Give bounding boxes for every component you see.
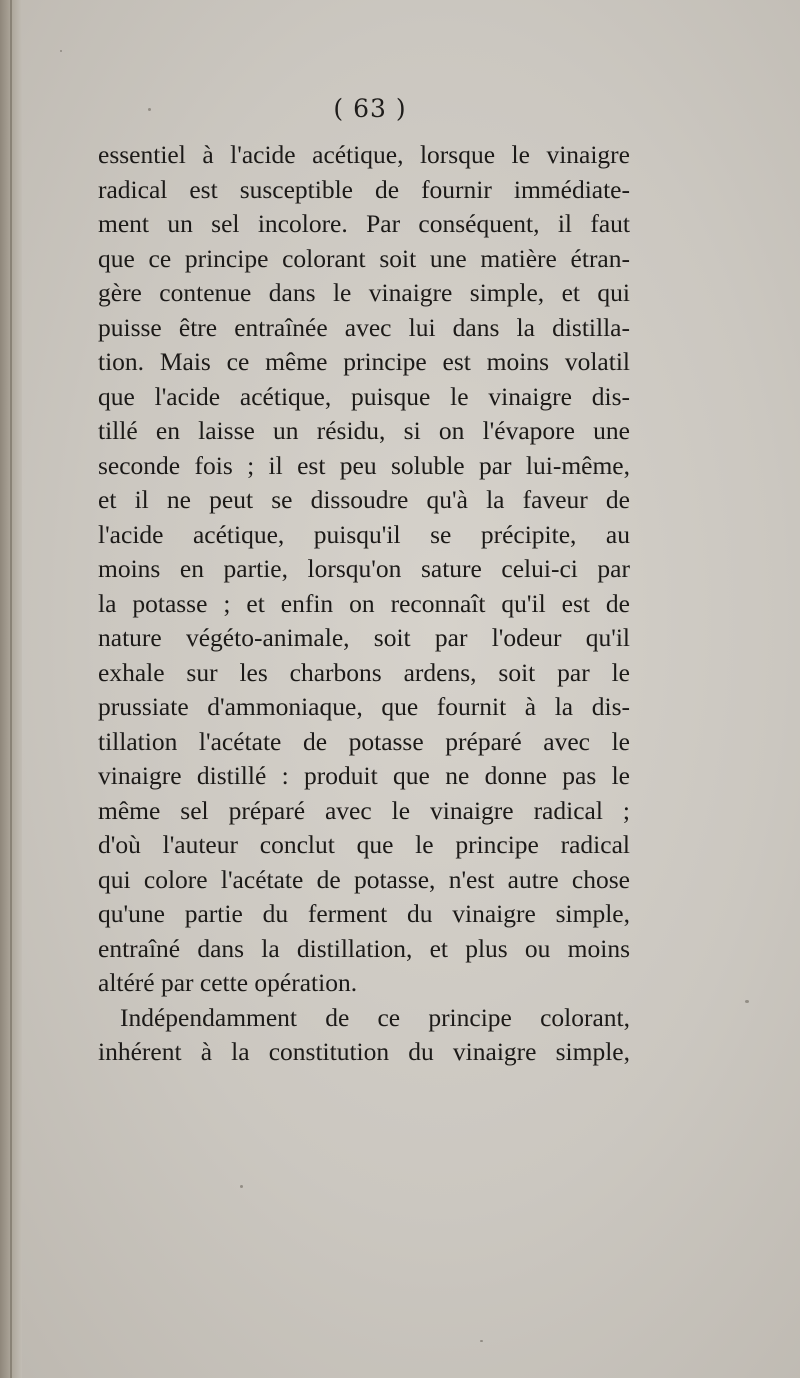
text-line: inhérent à la constitution du vinaigre simple, — [98, 1037, 630, 1066]
paper-speck — [480, 1340, 483, 1342]
text-line: que l'acide acétique, puisque le vinaigre dis- — [98, 381, 630, 411]
text-line: puisse être entraînée avec lui dans la distilla- — [98, 312, 630, 342]
paper-speck — [148, 108, 151, 111]
body-text — [98, 138, 630, 1070]
text-line: exhale sur les charbons ardens, soit par le — [98, 657, 630, 687]
text-line: l'acide acétique, puisqu'il se précipite, au — [98, 519, 630, 549]
text-line: ment un sel incolore. Par conséquent, il faut — [98, 209, 630, 238]
text-line: que ce principe colorant soit une matière étran- — [98, 243, 630, 273]
paper-speck — [60, 50, 62, 52]
text-line: d'où l'auteur conclut que le principe radical — [98, 830, 630, 859]
page-number: ( 63 ) — [333, 94, 407, 123]
text-line: tillé en laisse un résidu, si on l'évapore une — [98, 416, 630, 445]
text-line: entraîné dans la distillation, et plus ou moins — [98, 933, 630, 963]
text-line: même sel préparé avec le vinaigre radical ; — [98, 795, 630, 825]
paragraph-first-line: Indépendamment de ce principe colorant, — [120, 1002, 630, 1032]
paper-speck — [745, 1000, 749, 1003]
text-line: qu'une partie du ferment du vinaigre simple, — [98, 899, 630, 928]
text-line: seconde fois ; il est peu soluble par lui-même, — [98, 450, 630, 480]
text-line: la potasse ; et enfin on reconnaît qu'il est de — [98, 588, 630, 618]
text-line: prussiate d'ammoniaque, que fournit à la dis- — [98, 692, 630, 721]
text-line: nature végéto-animale, soit par l'odeur qu'il — [98, 623, 630, 652]
text-line: tion. Mais ce même principe est moins volatil — [98, 347, 630, 376]
text-line: vinaigre distillé : produit que ne donne pas le — [98, 761, 630, 790]
paper-speck — [240, 1185, 243, 1188]
text-line: moins en partie, lorsqu'on sature celui-ci par — [98, 554, 630, 583]
text-line: et il ne peut se dissoudre qu'à la faveur de — [98, 485, 630, 514]
text-line: essentiel à l'acide acétique, lorsque le vinaigre — [98, 140, 630, 169]
text-line: radical est susceptible de fournir immédiate- — [98, 174, 630, 204]
binding-shadow-line — [10, 0, 12, 1378]
page-binding-edge — [0, 0, 22, 1378]
text-line: qui colore l'acétate de potasse, n'est autre chose — [98, 864, 630, 894]
text-line: gère contenue dans le vinaigre simple, et qui — [98, 278, 630, 307]
text-line: altéré par cette opération. — [98, 968, 358, 997]
text-line: tillation l'acétate de potasse préparé avec le — [98, 726, 630, 756]
